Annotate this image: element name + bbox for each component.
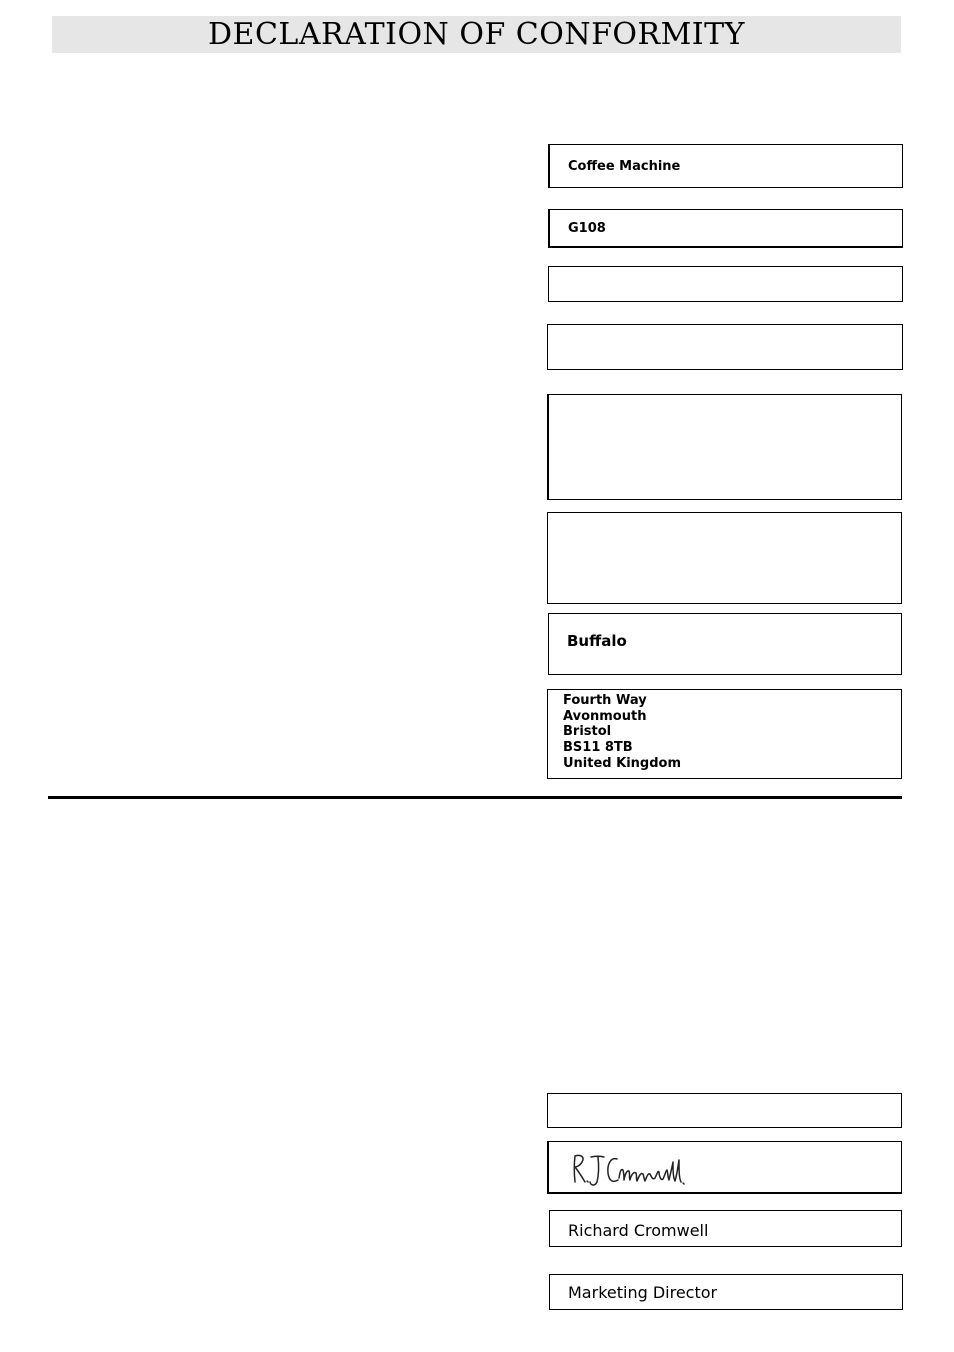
address-line: Avonmouth bbox=[563, 708, 647, 724]
brand-value: Buffalo bbox=[567, 632, 627, 650]
model-value: G108 bbox=[568, 221, 606, 236]
address-line: BS11 8TB bbox=[563, 740, 633, 756]
position-field[interactable] bbox=[549, 1274, 903, 1310]
address-block bbox=[563, 693, 681, 772]
product-field[interactable] bbox=[548, 144, 903, 188]
signature-field[interactable] bbox=[547, 1141, 902, 1194]
blank-field-4[interactable] bbox=[547, 512, 902, 604]
address-line: Bristol bbox=[563, 724, 612, 740]
title-bar bbox=[52, 16, 901, 53]
address-line: Fourth Way bbox=[563, 693, 647, 708]
signatory-name: Richard Cromwell bbox=[568, 1221, 709, 1240]
address-line: United Kingdom bbox=[563, 755, 682, 771]
brand-field[interactable] bbox=[548, 613, 902, 675]
section-divider bbox=[48, 796, 902, 799]
product-value: Coffee Machine bbox=[568, 159, 681, 174]
blank-field-3[interactable] bbox=[547, 394, 902, 500]
name-field[interactable] bbox=[549, 1210, 902, 1247]
page-title: DECLARATION OF CONFORMITY bbox=[208, 16, 745, 52]
blank-field-2[interactable] bbox=[547, 324, 903, 370]
model-field[interactable] bbox=[548, 209, 903, 248]
signatory-position: Marketing Director bbox=[568, 1283, 718, 1302]
date-field[interactable] bbox=[547, 1093, 902, 1128]
blank-field-1[interactable] bbox=[548, 266, 903, 302]
address-field[interactable] bbox=[547, 689, 902, 779]
handwritten-signature bbox=[569, 1148, 689, 1190]
